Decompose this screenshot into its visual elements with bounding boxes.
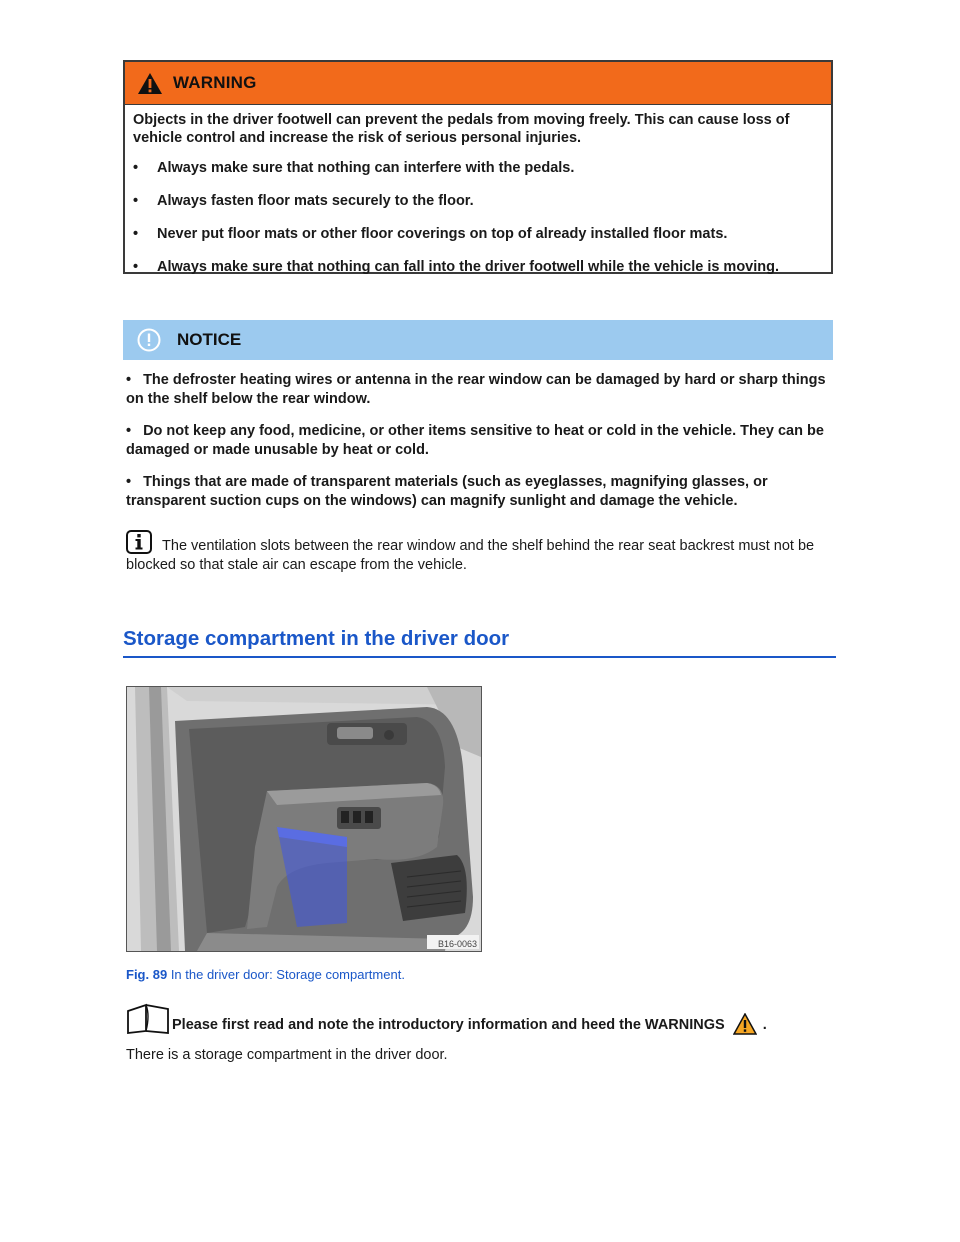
warning-bullet-text: Always make sure that nothing can interfere with the pedals. — [157, 160, 575, 176]
list-item: • The defroster heating wires or antenna in the rear window can be damaged by hard or sharp things on the shelf below the rear window. — [126, 372, 826, 407]
exclamation-circle-icon — [137, 328, 161, 352]
door-illustration — [127, 687, 481, 951]
notice-header — [123, 320, 833, 360]
section-heading: Storage compartment in the driver door — [123, 627, 836, 658]
body-text: There is a storage compartment in the driver door. — [126, 1047, 448, 1063]
figure-caption-text: In the driver door: Storage compartment. — [170, 967, 405, 982]
warning-bullet-text: Always fasten floor mats securely to the floor. — [157, 193, 474, 209]
warning-triangle-icon[interactable] — [733, 1013, 757, 1035]
warning-triangle-icon — [137, 72, 163, 95]
notice-body — [126, 371, 834, 524]
warning-intro: Objects in the driver footwell can prevent the pedals from moving freely. This can cause loss of vehicle control and increase the risk of serious personal injuries. — [133, 112, 790, 146]
list-item: • Do not keep any food, medicine, or other items sensitive to heat or cold in the vehicle. They can be damaged or made unusable by heat or cold. — [126, 423, 824, 458]
open-book-icon — [126, 1003, 170, 1035]
list-item: • Always make sure that nothing can interfere with the pedals. — [133, 160, 575, 176]
notice-item-text: The defroster heating wires or antenna in the rear window can be damaged by hard or sharp things on the shelf below the rear window. — [126, 372, 826, 407]
figure-number: Fig. 89 — [126, 967, 168, 982]
instruction-suffix: . — [762, 1017, 767, 1033]
warning-box — [123, 60, 833, 274]
list-item: • Always fasten floor mats securely to the floor. — [133, 193, 474, 209]
list-item: • Always make sure that nothing can fall into the driver footwell while the vehicle is moving. — [133, 259, 780, 275]
notice-item-text: Do not keep any food, medicine, or other items sensitive to heat or cold in the vehicle. They can be damaged or made unusable by heat or cold. — [126, 423, 824, 458]
notice-item-text: Things that are made of transparent materials (such as eyeglasses, magnifying glasses, or transparent suction cups on the windows) can magnify sunlight and damage the vehicle. — [126, 474, 768, 509]
warning-body — [125, 105, 831, 276]
figure-code: B16-0063 — [437, 939, 477, 949]
instruction-text: Please first read and note the introductory information and heed the WARNINGS — [172, 1017, 725, 1033]
warning-bullet-text: Always make sure that nothing can fall into the driver footwell while the vehicle is moving. — [157, 259, 780, 275]
list-item: • Never put floor mats or other floor coverings on top of already installed floor mats. — [133, 226, 728, 242]
list-item: • Things that are made of transparent materials (such as eyeglasses, magnifying glasses, or transparent suction cups on the windows) can magnify sunlight and damage the vehicle. — [126, 474, 768, 509]
figure-caption — [126, 967, 405, 982]
info-note — [126, 530, 834, 575]
info-text: The ventilation slots between the rear window and the shelf behind the rear seat backrest must not be blocked so that stale air can escape from the vehicle. — [126, 538, 815, 573]
notice-label: NOTICE — [177, 330, 242, 349]
info-i-icon — [126, 530, 152, 554]
door-figure — [126, 686, 482, 952]
warning-header — [125, 62, 831, 105]
warning-bullets — [133, 159, 823, 276]
instruction — [126, 1003, 846, 1035]
warning-bullet-text: Never put floor mats or other floor coverings on top of already installed floor mats. — [157, 226, 728, 242]
warning-label: WARNING — [173, 73, 257, 92]
